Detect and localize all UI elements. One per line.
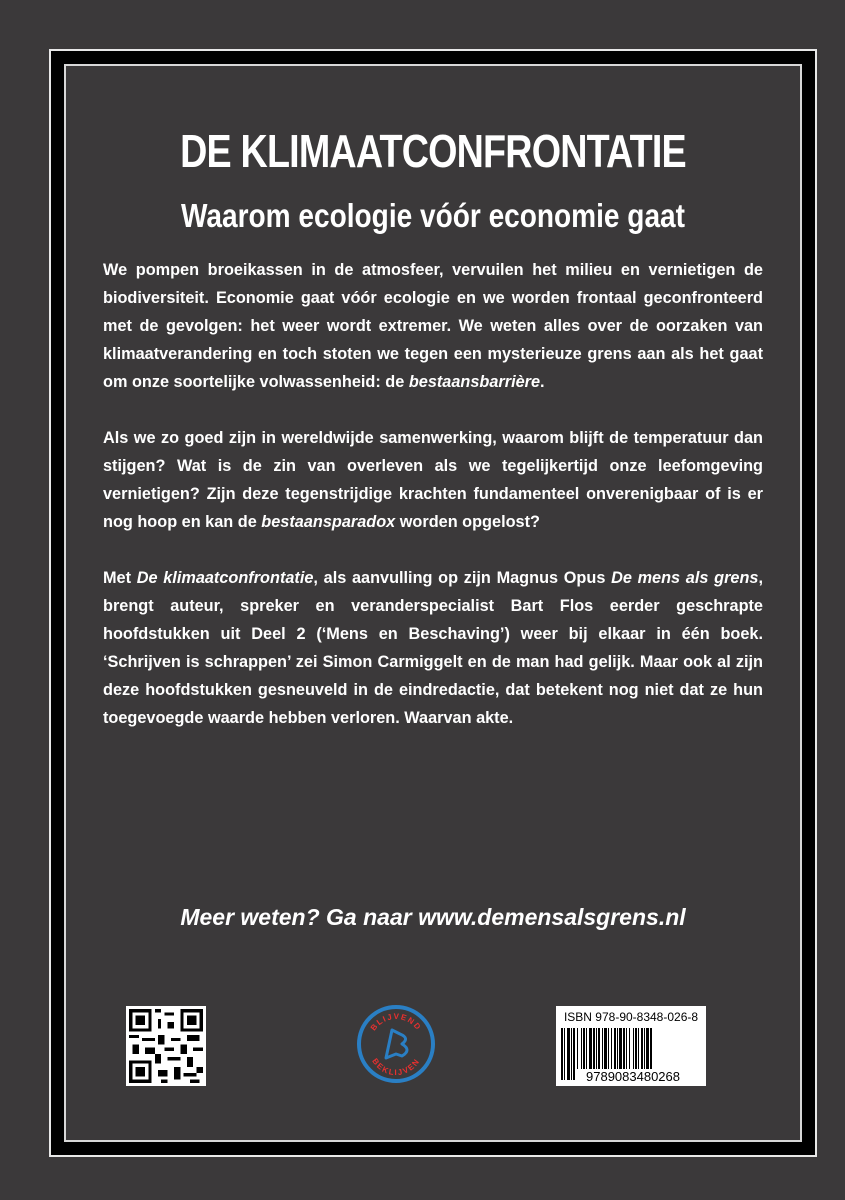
text: We pompen broeikassen in de atmosfeer, vervuilen het milieu en vernietigen de biodiversiteit. Economie gaat vóór ecologie en we worden frontaal geconfronteerd met de gevolgen: het weer wordt extremer. We weten alles over de oorzaken van klimaatverandering en toch stoten we tegen een mysterieuze grens aan als het gaat om onze soortelijke volwassenheid: de	[103, 261, 763, 391]
b-letter-icon	[386, 1030, 407, 1058]
isbn-label: ISBN 978-90-8348-026-8	[563, 1010, 699, 1024]
cover-border	[49, 49, 817, 1157]
qr-code[interactable]	[126, 1006, 206, 1086]
logo-top-text: BLIJVEND	[368, 1011, 424, 1033]
book-subtitle: Waarom ecologie vóór economie gaat	[181, 197, 685, 234]
emphasis: De mens als grens	[611, 569, 759, 587]
book-title: DE KLIMAATCONFRONTATIE	[180, 125, 686, 177]
text: , als aanvulling op zijn Magnus Opus	[313, 569, 612, 587]
emphasis: bestaansbarrière	[408, 373, 541, 391]
text: , brengt auteur, spreker en veranderspecialist Bart Flos eerder geschrapte hoofdstukken uit Deel 2 (‘Mens en Beschaving’) weer bij elkaar in één boek. ‘Schrijven is schrappen’ zei Simon Carmiggelt en de man had gelijk. Maar ook al zijn deze hoofdstukken gesneuveld in de eindredactie, dat betekent nog niet dat ze hun toegevoegde waarde hebben verloren. Waarvan akte.	[103, 569, 763, 727]
emphasis: De klimaatconfrontatie	[136, 569, 314, 587]
website-link[interactable]: Meer weten? Ga naar www.demensalsgrens.nl	[180, 904, 686, 930]
blurb	[103, 256, 763, 760]
text: Met	[103, 569, 137, 587]
qr-code-icon	[126, 1006, 206, 1086]
text: worden opgelost?	[395, 513, 540, 531]
logo-bottom-text: BEKLIJVEN	[370, 1056, 422, 1078]
ean-number: 9789083480268	[576, 1069, 690, 1084]
isbn-barcode	[556, 1006, 706, 1086]
publisher-logo	[356, 1004, 436, 1084]
paragraph-2	[103, 424, 763, 536]
paragraph-3	[103, 564, 763, 732]
text: Als we zo goed zijn in wereldwijde samenwerking, waarom blijft de temperatuur dan stijgen? Wat is de zin van overleven als we tegelijkertijd onze leefomgeving vernietigen? Zijn deze tegenstrijdige krachten fundamenteel onverenigbaar of is er nog hoop en kan de	[103, 429, 763, 531]
emphasis: bestaansparadox	[261, 513, 396, 531]
text: .	[540, 373, 545, 391]
svg-text:BLIJVEND	[369, 1012, 423, 1033]
cover-panel	[64, 64, 802, 1142]
paragraph-1	[103, 256, 763, 396]
